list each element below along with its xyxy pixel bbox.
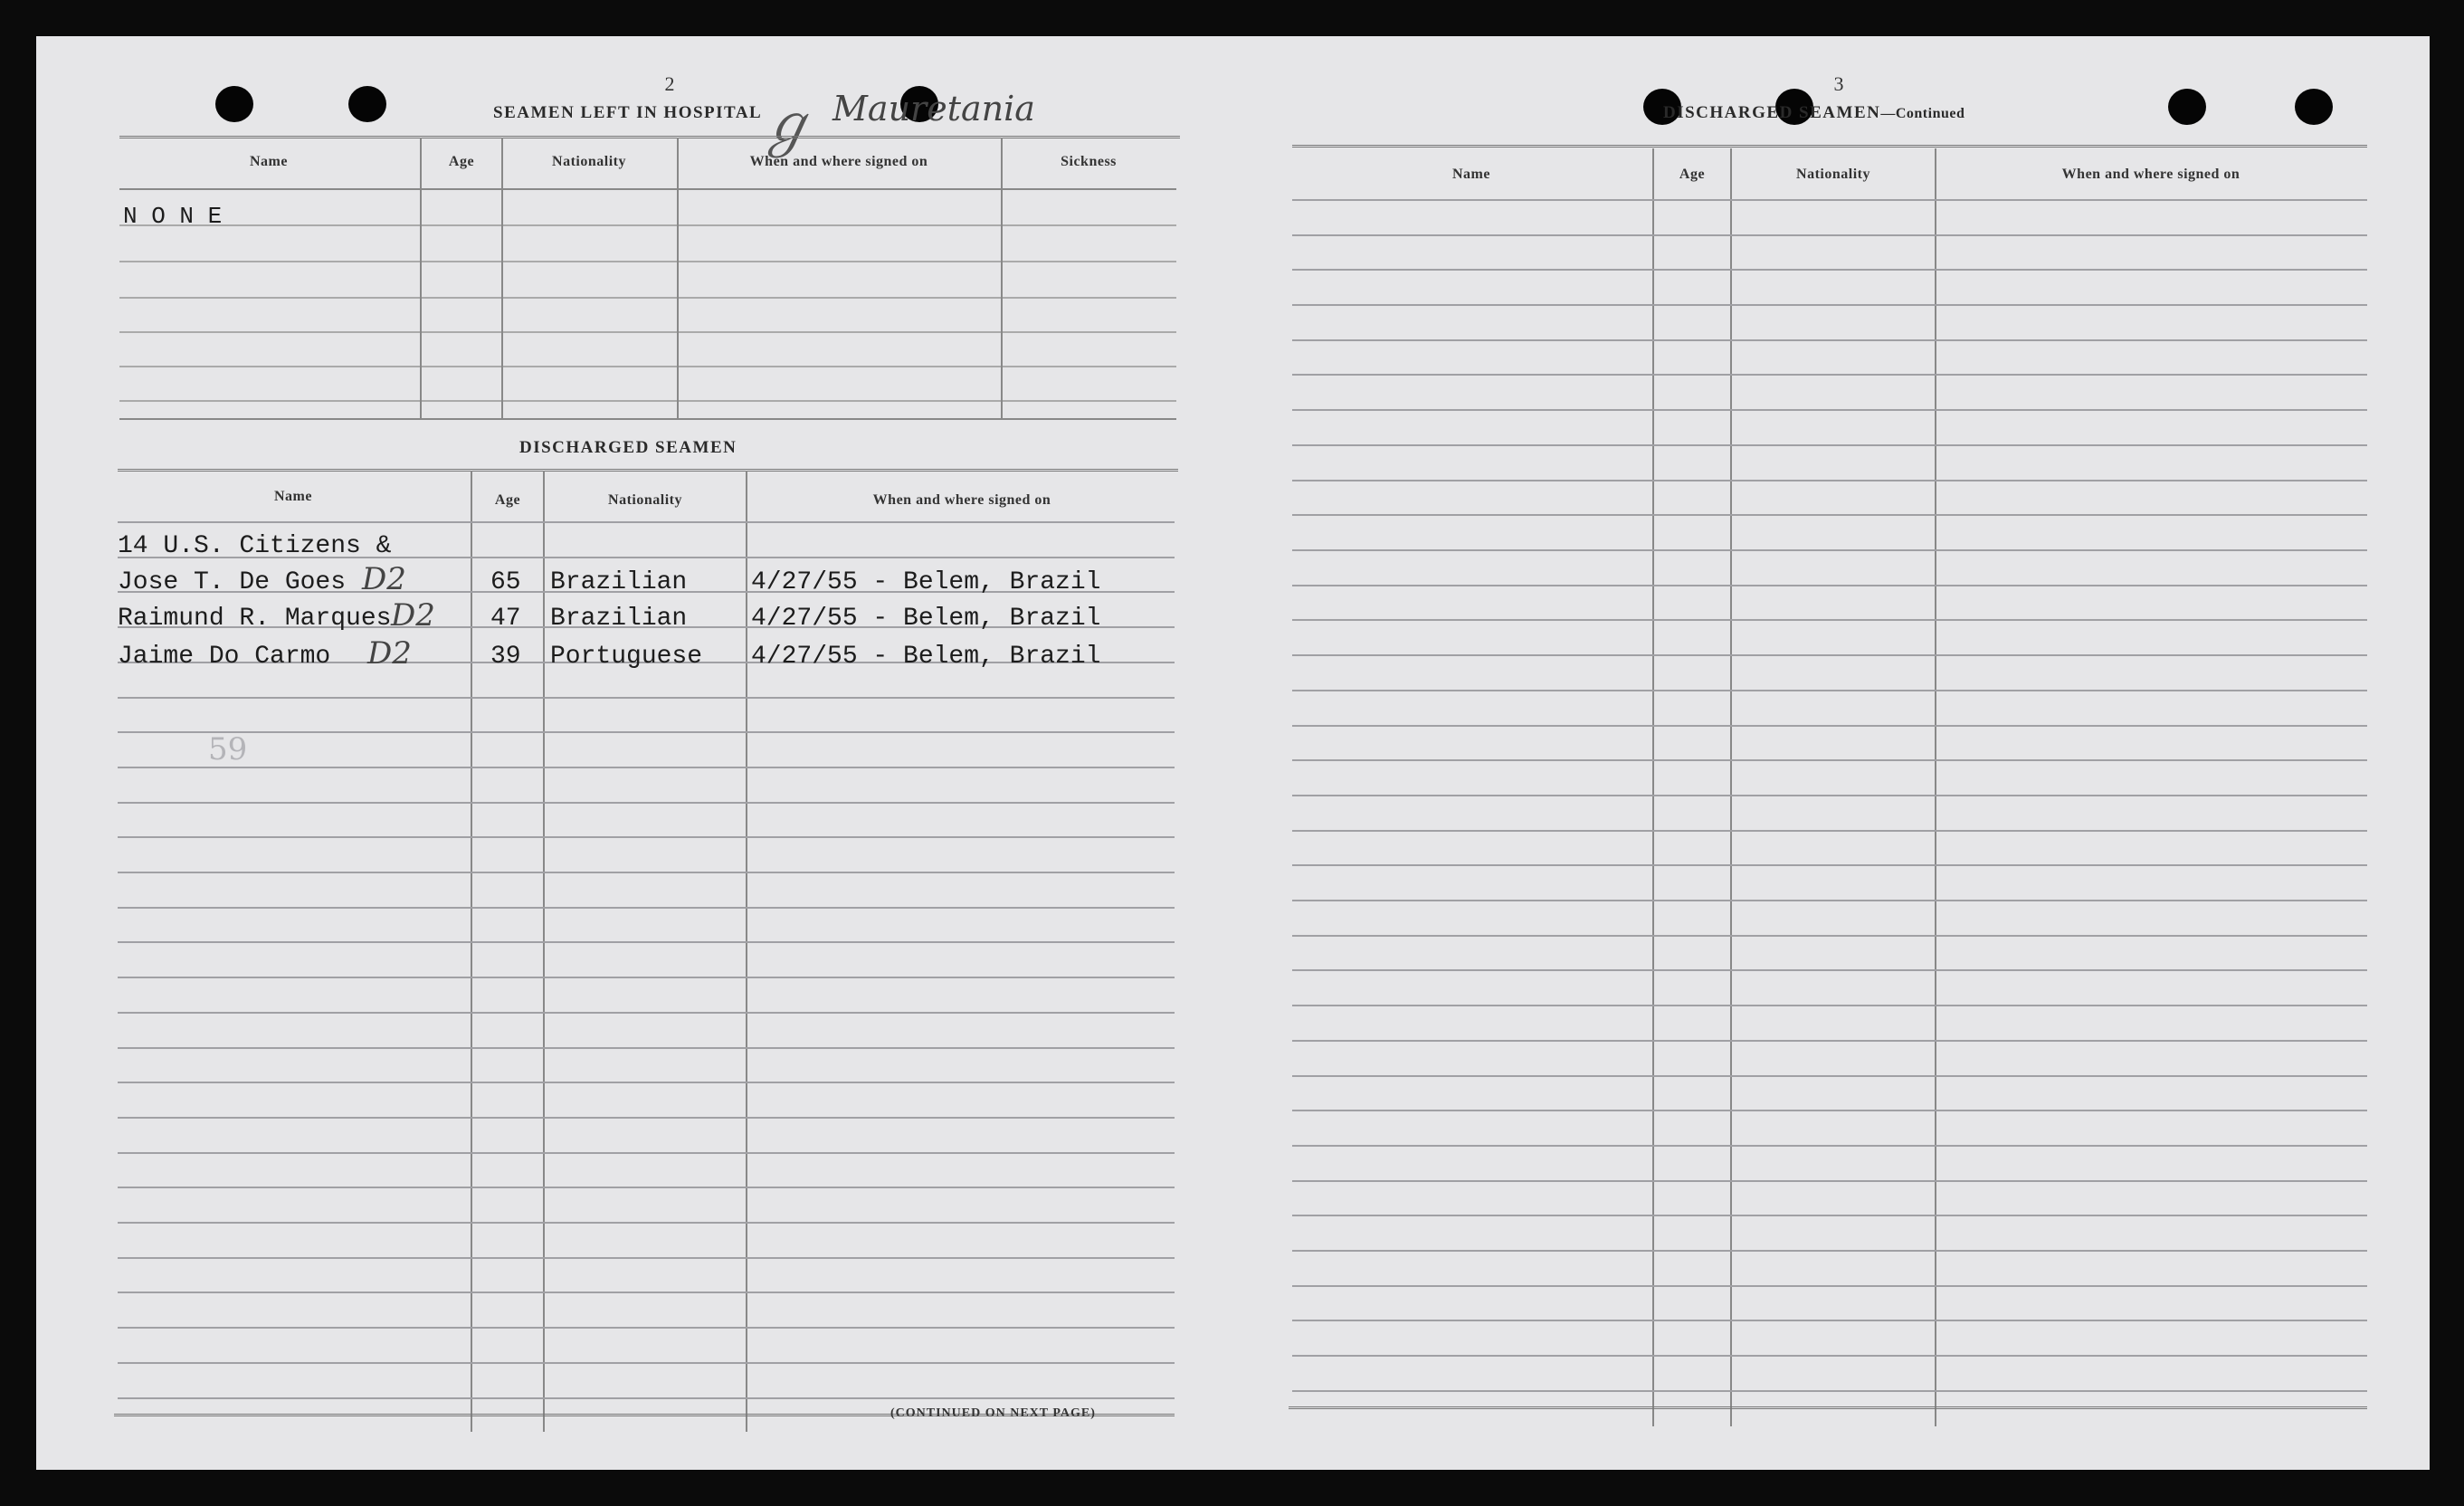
seaman-name: Jose T. De Goes — [118, 568, 347, 596]
table-rule — [1292, 585, 2367, 586]
table-rule — [1292, 1075, 2367, 1077]
seaman-age: 39 — [490, 643, 521, 671]
discharged-intro-line: 14 U.S. Citizens & — [118, 532, 392, 560]
table-rule — [1292, 514, 2367, 516]
table-rule — [118, 767, 1175, 768]
table-rule — [1292, 374, 2367, 376]
table-rule — [119, 297, 1176, 299]
discharge-mark: D2 — [391, 597, 435, 634]
table-rule — [1292, 1110, 2367, 1111]
column-header-nationality: Nationality — [608, 492, 682, 508]
table-rule — [118, 1012, 1175, 1014]
table-rule — [1292, 900, 2367, 901]
table-rule — [118, 1362, 1175, 1364]
table-rule — [118, 731, 1175, 733]
handwritten-initials: ℊ — [758, 91, 815, 157]
seaman-nationality: Portuguese — [550, 643, 703, 671]
seaman-name: Raimund R. Marques — [118, 605, 392, 633]
discharge-mark: D2 — [362, 561, 406, 597]
table-rule — [1292, 690, 2367, 691]
column-rule — [471, 471, 472, 1432]
table-rule — [1292, 549, 2367, 551]
table-rule — [118, 521, 1175, 523]
table-rule — [119, 418, 1176, 420]
hospital-entry-none: N O N E — [123, 203, 223, 230]
table-rule — [118, 1187, 1175, 1188]
table-rule — [1292, 654, 2367, 656]
column-header-nationality: Nationality — [1796, 167, 1870, 182]
continued-footer: (CONTINUED ON NEXT PAGE) — [890, 1406, 1096, 1420]
seaman-nationality: Brazilian — [550, 568, 688, 596]
column-header-age: Age — [494, 492, 521, 508]
column-header-nationality: Nationality — [552, 154, 626, 169]
table-rule — [118, 802, 1175, 804]
table-rule — [118, 469, 1178, 472]
column-header-signed-on: When and where signed on — [872, 492, 1051, 508]
table-rule — [1292, 619, 2367, 621]
column-header-age: Age — [1679, 167, 1706, 182]
table-rule — [118, 977, 1175, 978]
table-rule — [1292, 145, 2367, 148]
table-rule — [1292, 1180, 2367, 1182]
table-rule — [119, 136, 1180, 138]
table-rule — [119, 331, 1176, 333]
column-header-signed-on: When and where signed on — [2061, 167, 2240, 182]
table-rule — [1289, 1406, 2367, 1409]
left-page-number: 2 — [664, 72, 675, 95]
hospital-section-title: SEAMEN LEFT IN HOSPITAL — [493, 103, 763, 122]
table-rule — [118, 1117, 1175, 1119]
table-rule — [118, 1327, 1175, 1329]
discharged-section-title: DISCHARGED SEAMEN — [519, 438, 737, 457]
right-page-number: 3 — [1833, 72, 1844, 95]
table-rule — [1292, 304, 2367, 306]
handwritten-ship-name: Mauretania — [832, 89, 1035, 129]
table-rule — [1292, 1040, 2367, 1042]
table-rule — [118, 1082, 1175, 1083]
column-header-signed-on: When and where signed on — [749, 154, 928, 169]
column-rule — [1001, 138, 1003, 420]
table-rule — [1292, 409, 2367, 411]
table-rule — [118, 872, 1175, 873]
table-rule — [1292, 339, 2367, 341]
punch-hole — [348, 86, 386, 122]
table-rule — [1292, 935, 2367, 937]
table-rule — [1292, 864, 2367, 866]
title-suffix: —Continued — [1880, 106, 1965, 121]
seaman-signed-on: 4/27/55 - Belem, Brazil — [751, 643, 1101, 671]
table-rule — [119, 366, 1176, 367]
seaman-age: 65 — [490, 568, 521, 596]
table-rule — [118, 1257, 1175, 1259]
table-rule — [118, 907, 1175, 909]
document-sheet — [36, 36, 2430, 1470]
seaman-signed-on: 4/27/55 - Belem, Brazil — [751, 568, 1101, 596]
column-rule — [501, 138, 503, 420]
table-rule — [1292, 725, 2367, 727]
column-rule — [677, 138, 679, 420]
table-rule — [119, 224, 1176, 226]
table-rule — [1292, 1215, 2367, 1216]
punch-hole — [2168, 89, 2206, 125]
table-rule — [118, 941, 1175, 943]
table-rule — [1292, 1390, 2367, 1392]
table-rule — [1292, 1285, 2367, 1287]
table-rule — [118, 697, 1175, 699]
punch-hole — [215, 86, 253, 122]
table-rule — [1292, 969, 2367, 971]
table-rule — [118, 836, 1175, 838]
table-rule — [118, 1292, 1175, 1293]
column-header-sickness: Sickness — [1061, 154, 1117, 169]
table-rule — [1292, 234, 2367, 236]
table-rule — [1292, 1320, 2367, 1321]
table-rule — [118, 1397, 1175, 1399]
table-rule — [118, 1152, 1175, 1154]
right-section-title — [1663, 103, 1965, 123]
seaman-signed-on: 4/27/55 - Belem, Brazil — [751, 605, 1101, 633]
table-rule — [1292, 1005, 2367, 1006]
table-rule — [1292, 480, 2367, 481]
column-header-name: Name — [250, 154, 288, 169]
table-rule — [119, 261, 1176, 262]
table-rule — [1292, 830, 2367, 832]
column-header-age: Age — [448, 154, 475, 169]
column-rule — [746, 471, 747, 1432]
table-rule — [1292, 759, 2367, 761]
table-rule — [1292, 269, 2367, 271]
seaman-age: 47 — [490, 605, 521, 633]
discharge-mark: D2 — [367, 635, 412, 672]
table-rule — [1292, 199, 2367, 201]
seaman-nationality: Brazilian — [550, 605, 688, 633]
table-rule — [118, 1222, 1175, 1224]
table-rule — [1292, 1355, 2367, 1357]
punch-hole — [2295, 89, 2333, 125]
column-header-name: Name — [274, 489, 312, 504]
table-rule — [118, 1047, 1175, 1049]
table-rule — [1292, 1145, 2367, 1147]
title-text: DISCHARGED SEAMEN — [1663, 103, 1881, 122]
table-rule — [119, 188, 1176, 190]
table-rule — [119, 400, 1176, 402]
table-rule — [1292, 795, 2367, 796]
table-rule — [1292, 1250, 2367, 1252]
column-header-name: Name — [1452, 167, 1490, 182]
column-rule — [543, 471, 545, 1432]
seaman-name: Jaime Do Carmo — [118, 643, 331, 671]
column-rule — [420, 138, 422, 420]
table-rule — [1292, 444, 2367, 446]
faint-pencil-note: 59 — [208, 731, 248, 767]
